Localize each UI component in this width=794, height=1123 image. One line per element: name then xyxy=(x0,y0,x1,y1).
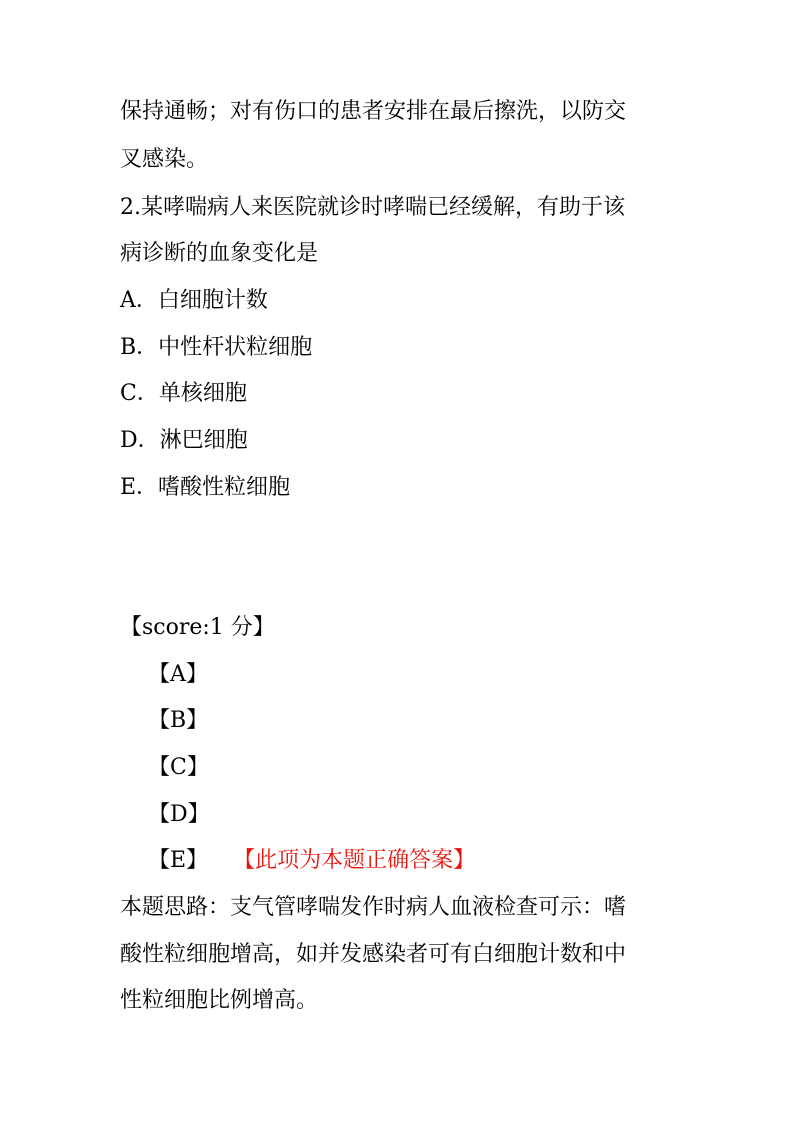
option-d: D．淋巴细胞 xyxy=(120,428,248,453)
option-b: B．中性杆状粒细胞 xyxy=(120,335,313,360)
explanation-line-2: 酸性粒细胞增高，如并发感染者可有白细胞计数和中 xyxy=(120,942,627,967)
answer-b: 【B】 xyxy=(148,708,209,733)
option-e: E．嗜酸性粒细胞 xyxy=(120,475,291,500)
question-stem-line-2: 病诊断的血象变化是 xyxy=(120,241,319,266)
intro-line-2: 叉感染。 xyxy=(120,147,209,172)
explanation-line-1: 本题思路：支气管哮喘发作时病人血液检查可示：嗜 xyxy=(120,895,627,920)
explanation-line-3: 性粒细胞比例增高。 xyxy=(120,988,319,1013)
answer-c: 【C】 xyxy=(148,755,209,780)
answer-e: 【E】 xyxy=(148,848,209,873)
option-a: A．白细胞计数 xyxy=(120,288,268,313)
answer-d: 【D】 xyxy=(148,802,210,827)
score-label: 【score:1 分】 xyxy=(120,615,275,640)
intro-line-1: 保持通畅；对有伤口的患者安排在最后擦洗，以防交 xyxy=(120,99,627,124)
option-c: C．单核细胞 xyxy=(120,381,247,406)
answer-a: 【A】 xyxy=(148,662,208,687)
correct-answer-marker: 【此项为本题正确答案】 xyxy=(244,848,476,873)
question-stem-line-1: 2.某哮喘病人来医院就诊时哮喘已经缓解，有助于该 xyxy=(120,195,625,220)
answer-e-row xyxy=(148,846,475,876)
